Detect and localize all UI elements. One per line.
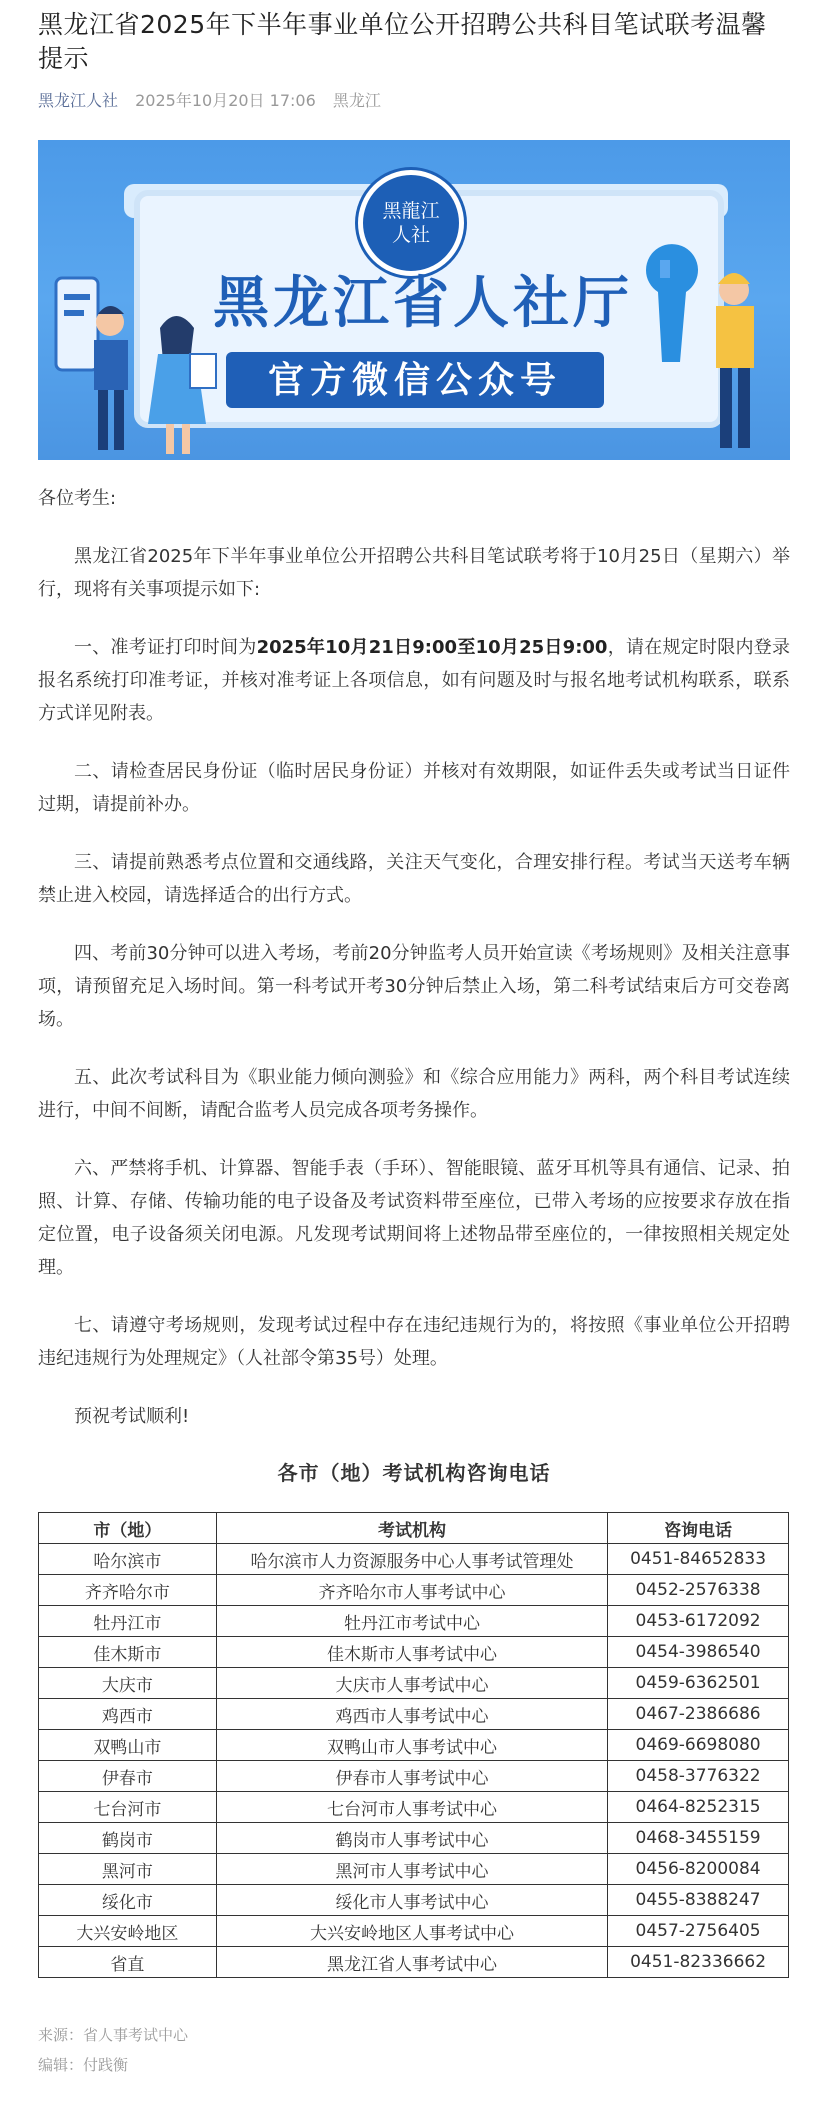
item-1-prefix: 一、准考证打印时间为: [74, 637, 257, 658]
city-cell: 伊春市: [39, 1761, 217, 1792]
phone-cell: 0452-2576338: [608, 1575, 789, 1606]
table-row: [39, 1575, 789, 1606]
item-1-paragraph: [38, 631, 790, 730]
banner-image: [38, 140, 790, 460]
agency-cell: 七台河市人事考试中心: [216, 1792, 607, 1823]
editor-line: 编辑：付践衡: [38, 2056, 129, 2074]
agency-cell: 大兴安岭地区人事考试中心: [216, 1916, 607, 1947]
item-5-paragraph: 五、此次考试科目为《职业能力倾向测验》和《综合应用能力》两科，两个科目考试连续进行，中间不间断，请配合监考人员完成各项考务操作。: [38, 1067, 790, 1121]
phone-cell: 0464-8252315: [608, 1792, 789, 1823]
city-cell: 佳木斯市: [39, 1637, 217, 1668]
greeting: 各位考生:: [38, 488, 117, 509]
table-row: [39, 1916, 789, 1947]
table-row: [39, 1761, 789, 1792]
logo-text-line2: 人社: [391, 224, 430, 246]
table-row: [39, 1699, 789, 1730]
phone-cell: 0451-82336662: [608, 1947, 789, 1978]
article-body: [38, 482, 790, 1433]
agency-cell: 鸡西市人事考试中心: [216, 1699, 607, 1730]
phone-cell: 0459-6362501: [608, 1668, 789, 1699]
header-phone: 咨询电话: [608, 1513, 789, 1544]
table-row: [39, 1792, 789, 1823]
agency-cell: 哈尔滨市人力资源服务中心人事考试管理处: [216, 1544, 607, 1575]
city-cell: 双鸭山市: [39, 1730, 217, 1761]
publish-time: 2025年10月20日 17:06: [135, 91, 316, 110]
table-row: [39, 1544, 789, 1575]
city-cell: 省直: [39, 1947, 217, 1978]
table-row: [39, 1823, 789, 1854]
phone-cell: 0468-3455159: [608, 1823, 789, 1854]
phone-cell: 0453-6172092: [608, 1606, 789, 1637]
city-cell: 牡丹江市: [39, 1606, 217, 1637]
header-agency: 考试机构: [216, 1513, 607, 1544]
item-1-suffix: ，请在规定时限内登录报名系统打印准考证，并核对准考证上各项信息，如有问题及时与报名地考试机构联系，联系方式详见附表。: [38, 637, 791, 724]
source-line: 来源：省人事考试中心: [38, 2026, 189, 2044]
article: [38, 0, 790, 2080]
city-cell: 绥化市: [39, 1885, 217, 1916]
article-title: 黑龙江省2025年下半年事业单位公开招聘公共科目笔试联考温馨提示: [38, 10, 767, 73]
table-row: [39, 1637, 789, 1668]
article-footer: [38, 2020, 790, 2080]
city-cell: 哈尔滨市: [39, 1544, 217, 1575]
closing-paragraph: 预祝考试顺利!: [74, 1406, 190, 1427]
logo-text-line1: 黑龍江: [382, 200, 440, 222]
publish-location: 黑龙江: [332, 91, 381, 110]
phone-cell: 0455-8388247: [608, 1885, 789, 1916]
intro-paragraph: 黑龙江省2025年下半年事业单位公开招聘公共科目笔试联考将于10月25日（星期六）举行，现将有关事项提示如下:: [38, 546, 790, 600]
city-cell: 鸡西市: [39, 1699, 217, 1730]
item-4-paragraph: 四、考前30分钟可以进入考场，考前20分钟监考人员开始宣读《考场规则》及相关注意事项，请预留充足入场时间。第一科考试开考30分钟后禁止入场，第二科考试结束后方可交卷离场。: [38, 943, 790, 1030]
table-header-row: [39, 1513, 789, 1544]
phone-cell: 0456-8200084: [608, 1854, 789, 1885]
city-cell: 大庆市: [39, 1668, 217, 1699]
table-row: [39, 1885, 789, 1916]
phone-cell: 0454-3986540: [608, 1637, 789, 1668]
item-6-paragraph: 六、严禁将手机、计算器、智能手表（手环）、智能眼镜、蓝牙耳机等具有通信、记录、拍照、计算、存储、传输功能的电子设备及考试资料带至座位，已带入考场的应按要求存放在指定位置，电子设备须关闭电源。凡发现考试期间将上述物品带至座位的，一律按照相关规定处理。: [38, 1158, 790, 1278]
agency-cell: 伊春市人事考试中心: [216, 1761, 607, 1792]
item-3-paragraph: 三、请提前熟悉考点位置和交通线路，关注天气变化，合理安排行程。考试当天送考车辆禁止进入校园，请选择适合的出行方式。: [38, 852, 790, 906]
city-cell: 黑河市: [39, 1854, 217, 1885]
banner-subline: 官方微信公众号: [226, 352, 604, 408]
city-cell: 大兴安岭地区: [39, 1916, 217, 1947]
agency-cell: 牡丹江市考试中心: [216, 1606, 607, 1637]
agency-cell: 双鸭山市人事考试中心: [216, 1730, 607, 1761]
phone-cell: 0451-84652833: [608, 1544, 789, 1575]
agency-cell: 大庆市人事考试中心: [216, 1668, 607, 1699]
table-row: [39, 1947, 789, 1978]
phone-cell: 0469-6698080: [608, 1730, 789, 1761]
item-1-print-period: 2025年10月21日9:00至10月25日9:00: [256, 637, 608, 658]
agency-cell: 黑河市人事考试中心: [216, 1854, 607, 1885]
table-row: [39, 1606, 789, 1637]
agency-cell: 齐齐哈尔市人事考试中心: [216, 1575, 607, 1606]
banner-headline: 黑龙江省人社厅: [213, 270, 633, 336]
item-2-paragraph: 二、请检查居民身份证（临时居民身份证）并核对有效期限，如证件丢失或考试当日证件过期，请提前补办。: [38, 761, 790, 815]
author-link[interactable]: 黑龙江人社: [38, 91, 119, 110]
phone-cell: 0467-2386686: [608, 1699, 789, 1730]
contact-table-title: 各市（地）考试机构咨询电话: [277, 1461, 551, 1485]
city-cell: 齐齐哈尔市: [39, 1575, 217, 1606]
contact-table: [38, 1512, 789, 1978]
wrench-worker-illustration: [636, 240, 786, 460]
phone-cell: 0458-3776322: [608, 1761, 789, 1792]
city-cell: 七台河市: [39, 1792, 217, 1823]
table-row: [39, 1730, 789, 1761]
table-row: [39, 1854, 789, 1885]
agency-cell: 佳木斯市人事考试中心: [216, 1637, 607, 1668]
agency-cell: 黑龙江省人事考试中心: [216, 1947, 607, 1978]
header-city: 市（地）: [39, 1513, 217, 1544]
phone-cell: 0457-2756405: [608, 1916, 789, 1947]
agency-cell: 绥化市人事考试中心: [216, 1885, 607, 1916]
city-cell: 鹤岗市: [39, 1823, 217, 1854]
article-meta: [38, 90, 790, 112]
agency-cell: 鹤岗市人事考试中心: [216, 1823, 607, 1854]
department-logo: [358, 170, 464, 276]
item-7-paragraph: 七、请遵守考场规则，发现考试过程中存在违纪违规行为的，将按照《事业单位公开招聘违纪违规行为处理规定》（人社部令第35号）处理。: [38, 1315, 790, 1369]
table-row: [39, 1668, 789, 1699]
